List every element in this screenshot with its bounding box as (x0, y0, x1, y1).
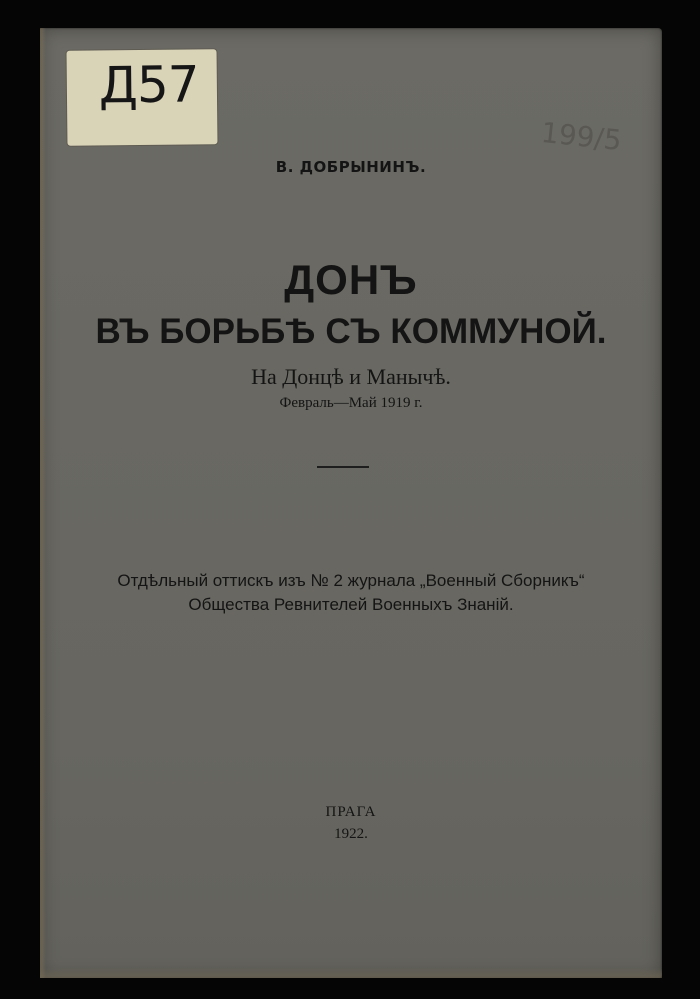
author: В. ДОБРЫНИНЪ. (275, 158, 427, 176)
book-cover (40, 28, 662, 978)
date-range: Февраль—Май 1919 г. (279, 395, 423, 411)
publication-year: 1922. (334, 826, 368, 842)
offprint-note-line-2: Общества Ревнителей Военныхъ Знаній. (188, 595, 514, 614)
cover-bottom-edge (40, 968, 662, 978)
catalog-label-text: Д57 (98, 55, 199, 115)
divider-rule (317, 466, 369, 468)
book-title: ДОНЪ (284, 256, 418, 303)
offprint-note-line-1: Отдѣльный оттискъ изъ № 2 журнала „Военный Сборникъ“ (117, 571, 585, 590)
book-subtitle: ВЪ БОРЬБѢ СЪ КОММУНОЙ. (95, 312, 607, 351)
publication-city: ПРАГА (325, 804, 377, 820)
catalog-label (67, 49, 218, 146)
book-subtitle-secondary: На Донцѣ и Манычѣ. (251, 364, 451, 389)
pencil-mark: 199/5 (539, 115, 624, 158)
